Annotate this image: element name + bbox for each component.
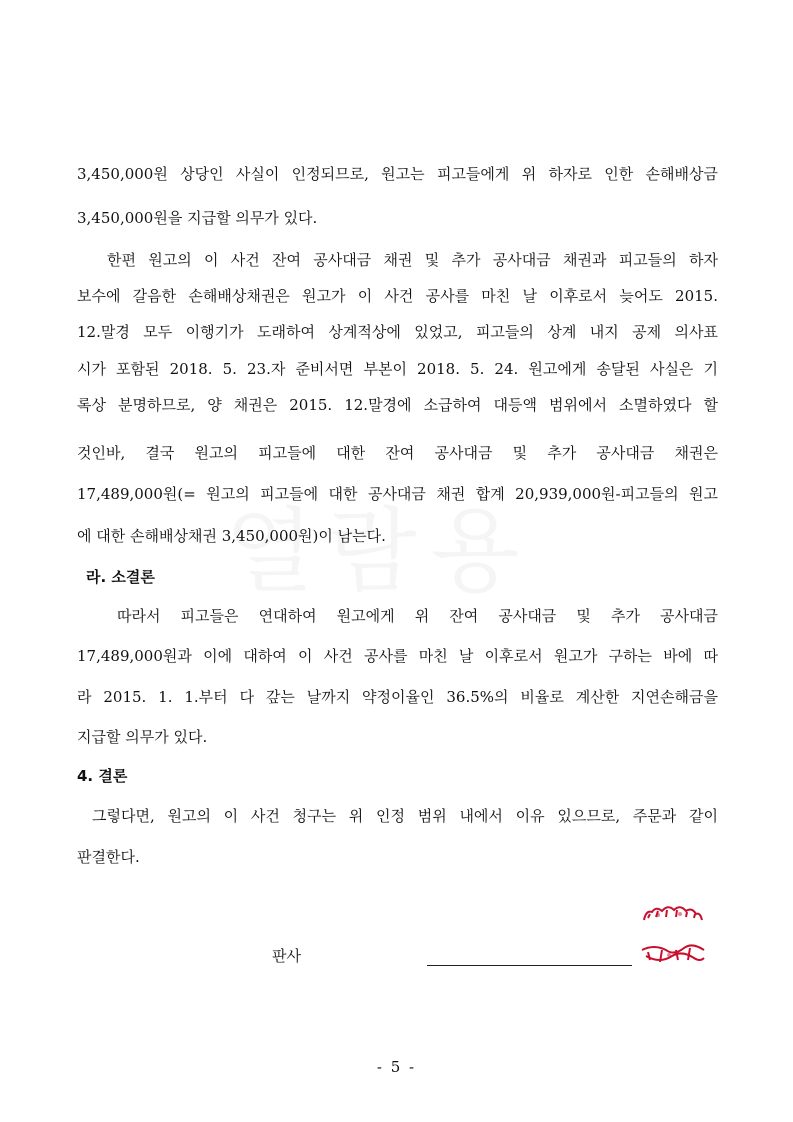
body-line: 따라서 피고들은 연대하여 원고에게 위 잔여 공사대금 및 추가 공사대금 <box>117 607 718 625</box>
official-seal-icon <box>636 898 708 976</box>
body-line: 그렇다면, 원고의 이 사건 청구는 위 인정 범위 내에서 이유 있으므로, 주문과 같이 <box>92 807 718 825</box>
body-line: 에 대한 손해배상채권 3,450,000원)이 남는다. <box>77 527 386 545</box>
body-line: 것인바, 결국 원고의 피고들에 대한 잔여 공사대금 및 추가 공사대금 채권은 <box>77 444 718 462</box>
body-line: 17,489,000원과 이에 대하여 이 사건 공사를 마친 날 이후로서 원고가 구하는 바에 따 <box>77 647 718 665</box>
body-line: 3,450,000원 상당인 사실이 인정되므로, 원고는 피고들에게 위 하자로 인한 손해배상금 <box>77 165 718 183</box>
section-heading-conclusion-sub: 라. 소결론 <box>86 568 155 586</box>
body-line: 시가 포함된 2018. 5. 23.자 준비서면 부본이 2018. 5. 24. 원고에게 송달된 사실은 기 <box>77 360 718 378</box>
body-line: 라 2015. 1. 1.부터 다 갚는 날까지 약정이율인 36.5%의 비율로 계산한 지연손해금을 <box>77 688 718 706</box>
body-line: 12.말경 모두 이행기가 도래하여 상계적상에 있었고, 피고들의 상계 내지 공제 의사표 <box>77 323 718 341</box>
signature-line <box>427 965 632 966</box>
body-line: 3,450,000원을 지급할 의무가 있다. <box>77 209 318 227</box>
body-line: 한편 원고의 이 사건 잔여 공사대금 채권 및 추가 공사대금 채권과 피고들의 하자 <box>107 251 718 269</box>
section-heading-conclusion: 4. 결론 <box>77 767 128 785</box>
body-line: 록상 분명하므로, 양 채권은 2015. 12.말경에 소급하여 대등액 범위에서 소멸하였다 할 <box>77 396 718 414</box>
body-line: 지급할 의무가 있다. <box>77 728 208 746</box>
body-line: 17,489,000원(= 원고의 피고들에 대한 공사대금 채권 합계 20,939,000원-피고들의 원고 <box>77 485 718 503</box>
body-line: 보수에 갈음한 손해배상채권은 원고가 이 사건 공사를 마친 날 이후로서 늦어도 2015. <box>77 287 718 305</box>
page-number: - 5 - <box>376 1058 417 1076</box>
judge-label: 판사 <box>272 947 301 965</box>
body-line: 판결한다. <box>77 848 140 866</box>
